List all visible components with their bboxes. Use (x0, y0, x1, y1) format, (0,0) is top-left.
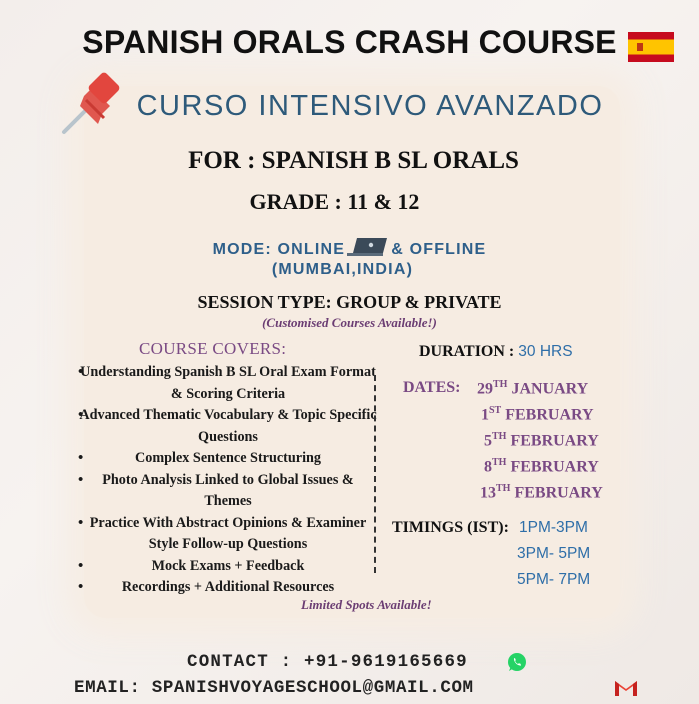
contact-phone[interactable]: CONTACT : +91-9619165669 (187, 652, 468, 672)
date-item: 5TH FEBRUARY (484, 431, 599, 450)
date-item: 13TH FEBRUARY (480, 483, 603, 502)
for-line: FOR : SPANISH B SL ORALS (188, 147, 519, 174)
mode-location: (MUMBAI,INDIA) (271, 261, 414, 278)
timing-slot: 1PM-3PM (519, 519, 588, 536)
course-covers-list (78, 362, 378, 599)
pushpin-icon (58, 70, 128, 140)
whatsapp-icon[interactable] (506, 651, 528, 673)
timing-slot: 3PM- 5PM (517, 545, 591, 562)
timing-slot: 5PM- 7PM (517, 571, 591, 588)
customised-note: (Customised Courses Available!) (262, 315, 437, 330)
duration (419, 343, 573, 361)
list-item: • Understanding Spanish B SL Oral Exam Format & Scoring Criteria (78, 362, 378, 405)
divider (374, 375, 376, 573)
mode-online-label: MODE: ONLINE (212, 241, 346, 258)
limited-spots-note: Limited Spots Available! (301, 597, 432, 612)
spain-flag-icon (628, 32, 674, 62)
list-item: • Mock Exams + Feedback (78, 556, 378, 578)
laptop-icon (347, 237, 389, 257)
duration-value: 30 HRS (518, 343, 573, 360)
list-item: • Practice With Abstract Opinions & Examiner Style Follow-up Questions (78, 513, 378, 556)
dates-label: DATES: (403, 379, 461, 396)
list-item: • Complex Sentence Structuring (78, 448, 378, 470)
gmail-icon[interactable] (613, 677, 639, 697)
page-title: SPANISH ORALS CRASH COURSE (82, 24, 617, 60)
date-item: 1ST FEBRUARY (481, 405, 594, 424)
mode-line (0, 237, 699, 259)
session-type: SESSION TYPE: GROUP & PRIVATE (197, 292, 502, 312)
course-covers-heading: COURSE COVERS: (139, 339, 287, 358)
grade-line: GRADE : 11 & 12 (249, 189, 420, 214)
mode-offline-label: & OFFLINE (391, 241, 487, 258)
list-item: • Advanced Thematic Vocabulary & Topic Specific Questions (78, 405, 378, 448)
timings-label: TIMINGS (IST): (392, 519, 509, 536)
list-item: • Recordings + Additional Resources (78, 577, 378, 599)
contact-email[interactable]: EMAIL: SPANISHVOYAGESCHOOL@GMAIL.COM (74, 678, 474, 698)
date-item: 8TH FEBRUARY (484, 457, 599, 476)
list-item: • Photo Analysis Linked to Global Issues & Themes (78, 470, 378, 513)
date-item: 29TH JANUARY (477, 379, 589, 398)
course-subtitle: CURSO INTENSIVO AVANZADO (136, 90, 604, 122)
duration-label: DURATION : (419, 343, 515, 360)
